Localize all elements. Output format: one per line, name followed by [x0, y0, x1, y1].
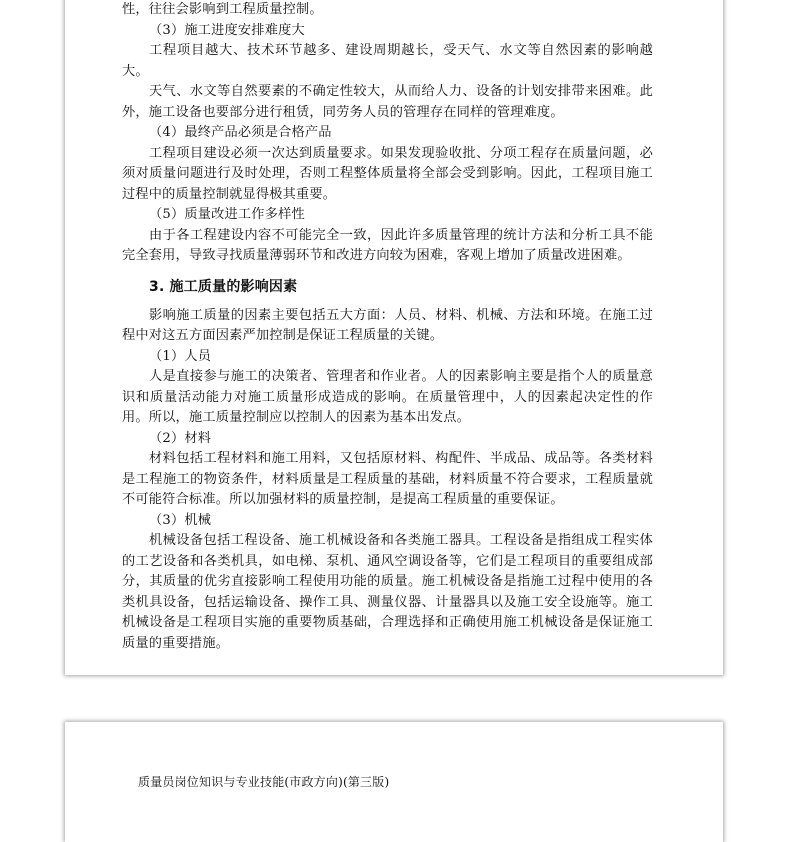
paragraph: 天气、水文等自然要素的不确定性较大，从而给人力、设备的计划安排带来困难。此外，施工设备也要部分进行租赁，同劳务人员的管理存在同样的管理难度。	[122, 84, 653, 120]
paragraph: 机械设备包括工程设备、施工机械设备和各类施工器具。工程设备是指组成工程实体的工艺设备和各类机具，如电梯、泵机、通风空调设备等，它们是工程项目的重要组成部分，其质量的优劣直接影响工程使用功能的质量。施工机械设备是指施工过程中使用的各类机具设备，包括运输设备、操作工具、测量仪器、计量器具以及施工安全设施等。施工机械设备是工程项目实施的重要物质基础，合理选择和正确使用施工机械设备是保证施工质量的重要措施。	[122, 533, 653, 651]
section-heading: 3. 施工质量的影响因素	[149, 278, 298, 295]
running-header: 质量员岗位知识与专业技能(市政方向)(第三版)	[138, 775, 390, 789]
paragraph: 由于各工程建设内容不可能完全一致，因此许多质量管理的统计方法和分析工具不能完全套用，导致寻找质量薄弱环节和改进方向较为困难，客观上增加了质量改进困难。	[122, 227, 653, 263]
subheading-machinery: （3）机械	[149, 512, 212, 528]
paragraph: 影响施工质量的因素主要包括五大方面：人员、材料、机械、方法和环境。在施工过程中对这五方面因素严加控制是保证工程质量的关键。	[122, 307, 653, 343]
paragraph: 工程项目越大、技术环节越多、建设周期越长，受天气、水文等自然因素的影响越大。	[122, 43, 653, 79]
subheading-schedule: （3）施工进度安排难度大	[149, 22, 305, 38]
paragraph-continuation: 性，往往会影响到工程质量控制。	[122, 2, 323, 17]
page-body	[122, 0, 653, 654]
paragraph: 工程项目建设必须一次达到质量要求。如果发现验收批、分项工程存在质量问题，必须对质量问题进行及时处理，否则工程整体质量将全部会受到影响。因此，工程项目施工过程中的质量控制就显得极其重要。	[122, 145, 653, 202]
paragraph: 人是直接参与施工的决策者、管理者和作业者。人的因素影响主要是指个人的质量意识和质量活动能力对施工质量形成造成的影响。在质量管理中，人的因素起决定性的作用。所以，施工质量控制应以控制人的因素为基本出发点。	[122, 369, 653, 425]
subheading-materials: （2）材料	[149, 430, 212, 446]
subheading-final-product: （4）最终产品必须是合格产品	[149, 125, 332, 140]
subheading-quality-improvement: （5）质量改进工作多样性	[149, 207, 305, 222]
subheading-personnel: （1）人员	[149, 348, 212, 364]
document-page-1	[65, 0, 723, 675]
paragraph: 材料包括工程材料和施工用料，又包括原材料、构配件、半成品、成品等。各类材料是工程施工的物资条件，材料质量是工程质量的基础，材料质量不符合要求，工程质量就不可能符合标准。所以加强材料的质量控制，是提高工程质量的重要保证。	[122, 451, 653, 507]
document-page-2	[65, 722, 723, 842]
